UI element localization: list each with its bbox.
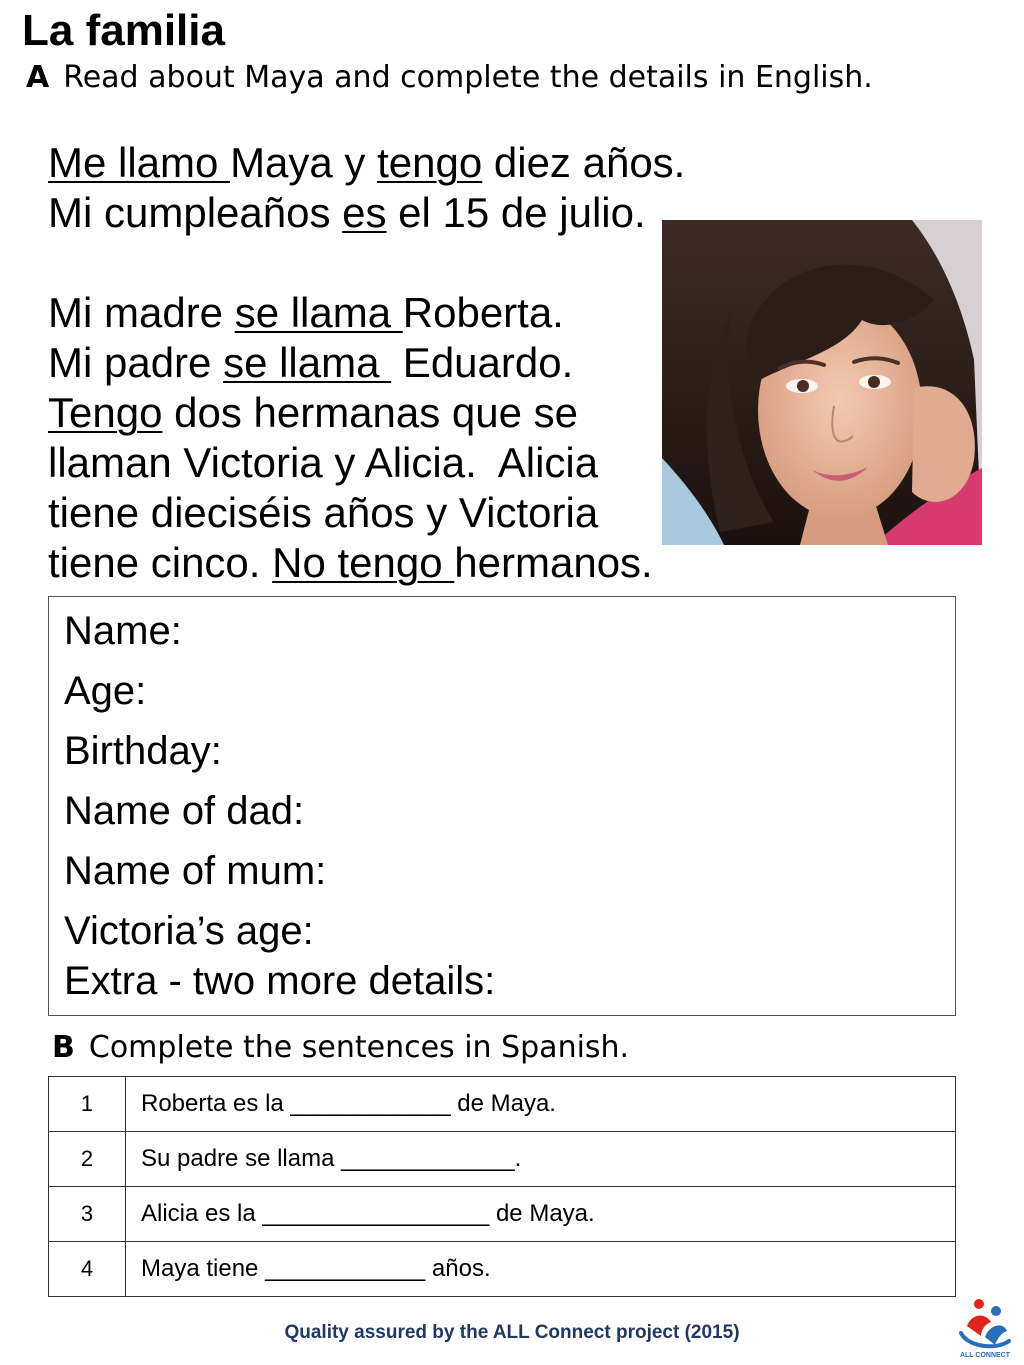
passage-underlined-phrase: No tengo bbox=[272, 539, 455, 586]
field-extra-details-label: Extra - two more details: bbox=[64, 959, 496, 1003]
passage-text: tiene cinco. bbox=[48, 539, 273, 586]
sentence-text: Maya tiene ____________ años. bbox=[126, 1242, 956, 1297]
table-row bbox=[49, 1187, 956, 1242]
field-birthday-label: Birthday: bbox=[64, 729, 222, 773]
all-connect-logo-icon bbox=[955, 1296, 1015, 1360]
sentence-number: 3 bbox=[49, 1187, 126, 1242]
table-row bbox=[49, 1242, 956, 1297]
field-dad-name-label: Name of dad: bbox=[64, 789, 305, 833]
section-b-text: Complete the sentences in Spanish. bbox=[88, 1030, 630, 1065]
table-row bbox=[49, 1132, 956, 1187]
field-mum-name-label: Name of mum: bbox=[64, 849, 327, 893]
sentence-number: 1 bbox=[49, 1077, 126, 1132]
field-age-label: Age: bbox=[64, 669, 147, 713]
maya-photo bbox=[662, 220, 982, 545]
sentence-table bbox=[48, 1076, 956, 1297]
reading-passage bbox=[48, 138, 685, 588]
passage-line bbox=[48, 538, 685, 588]
sentence-number: 2 bbox=[49, 1132, 126, 1187]
portrait-image bbox=[662, 220, 982, 545]
section-a-text: Read about Maya and complete the details in English. bbox=[63, 60, 873, 95]
sentence-text: Roberta es la ____________ de Maya. bbox=[126, 1077, 956, 1132]
field-name-label: Name: bbox=[64, 609, 182, 653]
logo-text: ALL CONNECT bbox=[959, 1352, 1011, 1359]
section-a-instruction bbox=[26, 60, 873, 96]
page-title: La familia bbox=[22, 6, 225, 55]
passage-text: el 15 de julio. bbox=[386, 189, 646, 236]
sentence-text: Alicia es la _________________ de Maya. bbox=[126, 1187, 956, 1242]
section-b-instruction bbox=[52, 1030, 629, 1066]
table-row bbox=[49, 1077, 956, 1132]
passage-underlined-phrase: se llama bbox=[223, 339, 392, 386]
sentence-number: 4 bbox=[49, 1242, 126, 1297]
passage-line bbox=[48, 338, 685, 388]
passage-text: tiene dieciséis años y Victoria bbox=[48, 489, 599, 536]
section-b-letter: B bbox=[52, 1030, 75, 1065]
passage-line bbox=[48, 188, 685, 238]
footer-credit: Quality assured by the ALL Connect project (2015) bbox=[284, 1322, 740, 1343]
passage-line bbox=[48, 388, 685, 438]
passage-line bbox=[48, 438, 685, 488]
passage-text: Eduardo. bbox=[391, 339, 574, 386]
passage-underlined-phrase: Tengo bbox=[48, 389, 163, 436]
passage-line bbox=[48, 488, 685, 538]
passage-text: Roberta. bbox=[402, 289, 564, 336]
passage-text: diez años. bbox=[482, 139, 686, 186]
passage-underlined-phrase: es bbox=[342, 189, 387, 236]
passage-text: dos hermanas que se bbox=[162, 389, 579, 436]
section-a-letter: A bbox=[26, 60, 50, 95]
passage-line bbox=[48, 138, 685, 188]
passage-text: Maya y bbox=[230, 139, 378, 186]
passage-underlined-phrase: se llama bbox=[234, 289, 403, 336]
sentence-text: Su padre se llama _____________. bbox=[126, 1132, 956, 1187]
passage-blank-line bbox=[48, 238, 685, 288]
passage-line bbox=[48, 288, 685, 338]
passage-text: hermanos. bbox=[454, 539, 653, 586]
passage-text: Mi padre bbox=[48, 339, 224, 386]
passage-underlined-phrase: tengo bbox=[377, 139, 483, 186]
details-form-box bbox=[48, 596, 956, 1016]
passage-text: Mi cumpleaños bbox=[48, 189, 343, 236]
all-connect-logo bbox=[955, 1296, 1015, 1360]
passage-text: Mi madre bbox=[48, 289, 235, 336]
passage-underlined-phrase: Me llamo bbox=[48, 139, 231, 186]
passage-text: llaman Victoria y Alicia. Alicia bbox=[48, 439, 599, 486]
field-victoria-age-label: Victoria’s age: bbox=[64, 909, 314, 953]
